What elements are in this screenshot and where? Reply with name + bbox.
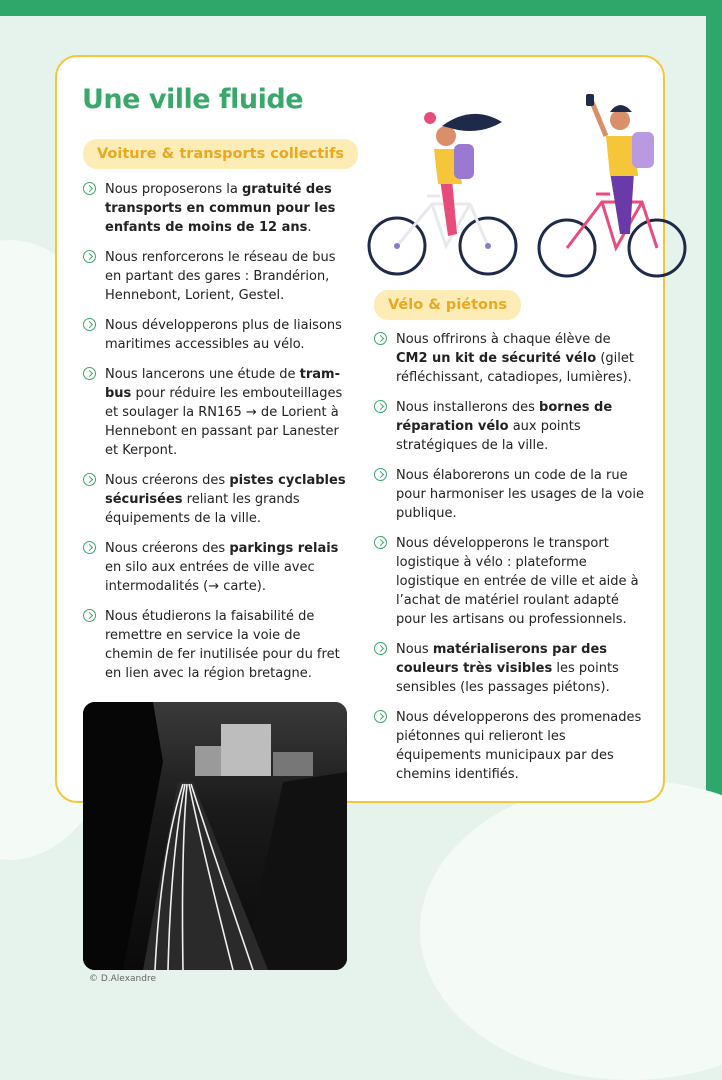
list-item [374,398,646,455]
item-text: Nous [396,642,433,657]
item-text: Nous développerons plus de liaisons maritimes accessibles au vélo. [105,318,342,352]
item-text: . [307,220,312,235]
item-text: Nous créerons des [105,541,230,556]
top-band [0,0,722,16]
chevron-right-icon [374,468,387,481]
bike-left [369,218,516,274]
chevron-right-icon [374,536,387,549]
item-text: Nous étudierons la faisabilité de remettre en service la voie de chemin de fer inutilisée pour du fret en lien avec la région bretagne. [105,609,340,681]
velo-list [374,330,646,795]
photo-credit: © D.Alexandre [89,974,156,984]
chevron-right-icon [83,318,96,331]
chevron-right-icon [83,182,96,195]
list-item [83,316,351,354]
item-text: reliant les grands équipements de la ville. [105,492,300,526]
item-text-bold: parkings relais [229,541,339,556]
section-heading-velo: Vélo & piétons [374,290,521,320]
list-item [83,180,351,237]
list-item [83,471,351,528]
chevron-right-icon [83,250,96,263]
background-blob [420,780,722,1080]
item-text: Nous renforcerons le réseau de bus en partant des gares : Brandérion, Hennebont, Lorient, Gestel. [105,250,336,303]
list-item [374,466,646,523]
cyclists-illustration [362,84,692,284]
page-title: Une ville fluide [82,84,304,115]
list-item [83,248,351,305]
chevron-right-icon [374,400,387,413]
chevron-right-icon [374,642,387,655]
item-text: (gilet réfléchissant, catadiopes, lumières). [396,351,634,385]
transport-list [83,180,351,694]
item-text: Nous lancerons une étude de [105,367,300,382]
item-text-bold: gratuité des transports en commun pour les enfants de moins de 12 ans [105,182,336,235]
item-text: Nous créerons des [105,473,230,488]
list-item [83,607,351,683]
item-text: pour réduire les embouteillages et soulager la RN165 → de Lorient à Hennebont en passant par Lanester et Kerpont. [105,386,343,458]
item-text: Nous élaborerons un code de la rue pour harmoniser les usages de la voie publique. [396,468,644,521]
item-text: Nous offrirons à chaque élève de [396,332,611,347]
section-heading-transport: Voiture & transports collectifs [83,139,358,169]
list-item [374,534,646,629]
chevron-right-icon [374,710,387,723]
item-text: Nous développerons le transport logistique à vélo : plateforme logistique en entrée de ville et aide à l’achat de matériel roulant adapté pour les artisans ou professionnels. [396,536,639,627]
list-item [374,330,646,387]
item-text-bold: matérialiserons par des couleurs très visibles [396,642,608,676]
item-text-bold: bornes de réparation vélo [396,400,613,434]
item-text-bold: pistes cyclables sécurisées [105,473,346,507]
chevron-right-icon [374,332,387,345]
item-text: Nous développerons des promenades piétonnes qui relieront les équipements municipaux par des chemins identifiés. [396,710,642,782]
item-text: Nous installerons des [396,400,540,415]
list-item [374,640,646,697]
list-item [83,539,351,596]
list-item [374,708,646,784]
item-text-bold: tram-bus [105,367,340,401]
chevron-right-icon [83,541,96,554]
item-text: en silo aux entrées de ville avec intermodalités (→ carte). [105,560,315,594]
night-road-photo [83,702,347,970]
chevron-right-icon [83,367,96,380]
item-text: Nous proposerons la [105,182,242,197]
item-text: aux points stratégiques de la ville. [396,419,581,453]
item-text: les points sensibles (les passages piétons). [396,661,619,695]
list-item [83,365,351,460]
chevron-right-icon [83,609,96,622]
item-text-bold: CM2 un kit de sécurité vélo [396,351,597,366]
chevron-right-icon [83,473,96,486]
